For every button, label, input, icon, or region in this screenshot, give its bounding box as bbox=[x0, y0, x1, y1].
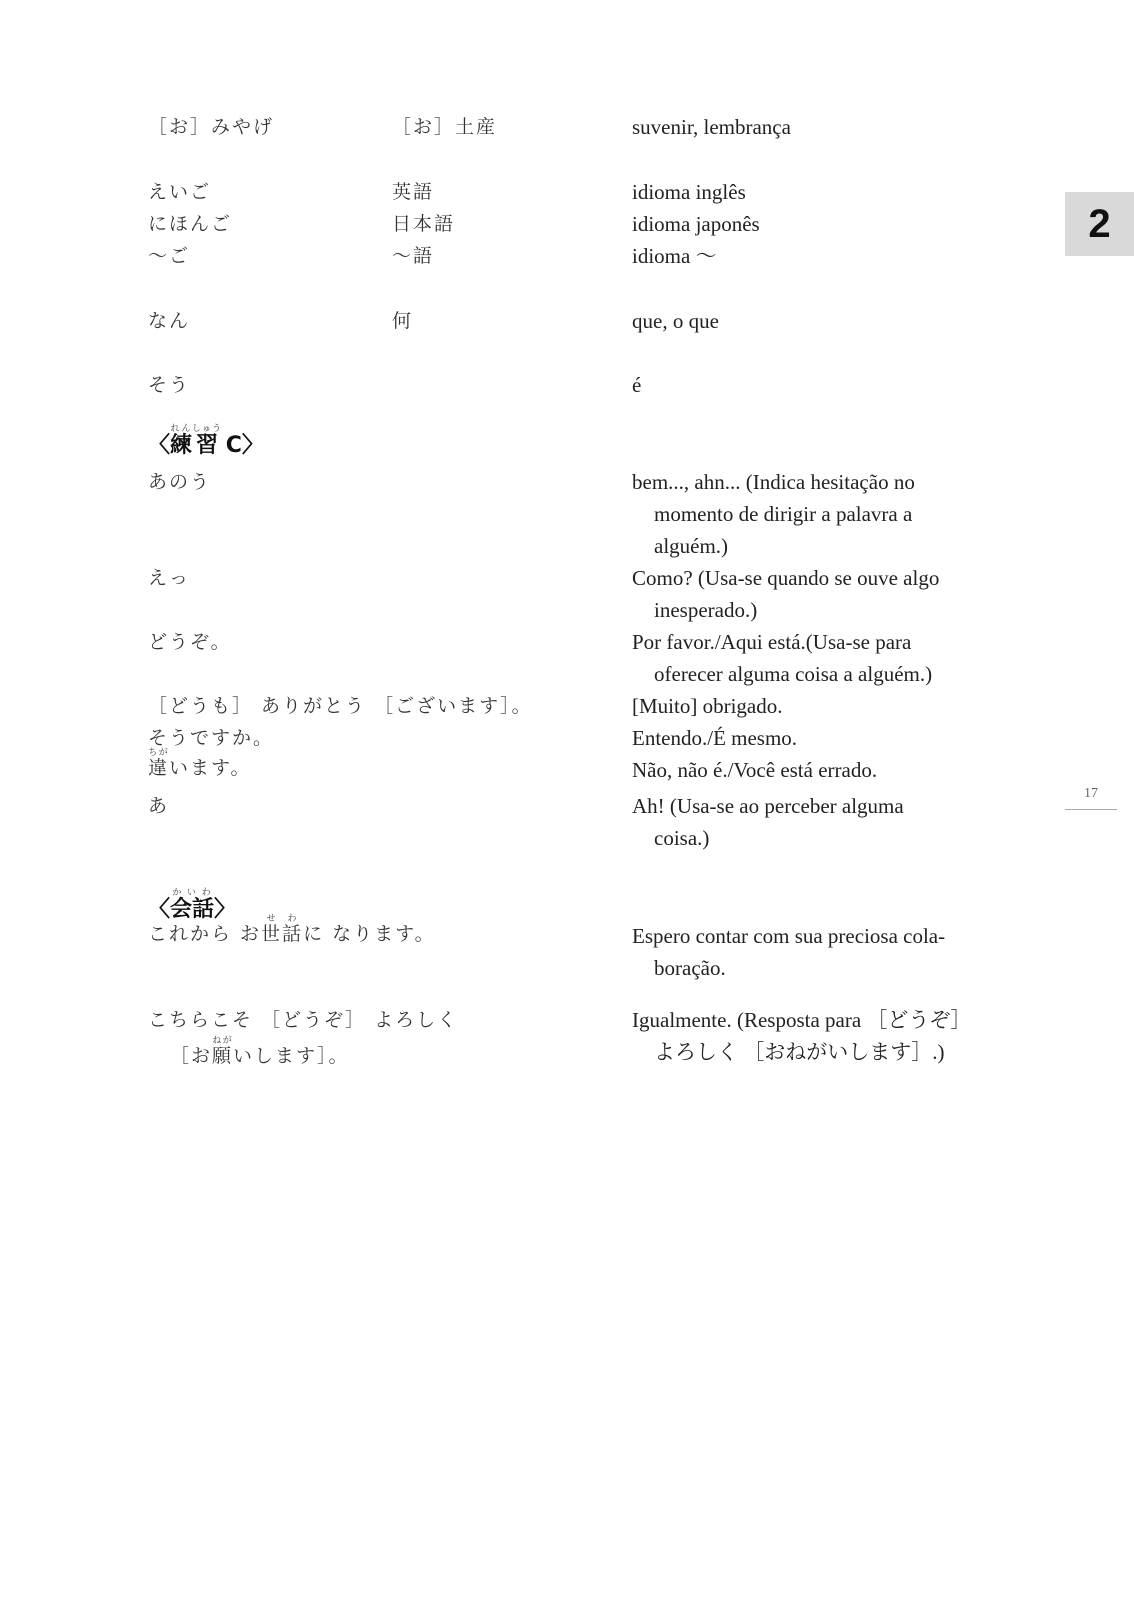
vocab-kanji: ～語 bbox=[392, 245, 435, 267]
conversation-meaning: Igualmente. (Resposta para ［どうぞ］ よろしく ［おねがいします］.) bbox=[632, 1008, 972, 1064]
vocab-meaning: idioma japonês bbox=[632, 212, 760, 236]
vocab-kana: そう bbox=[148, 374, 191, 396]
practice-meaning: Como? (Usa-se quando se ouve algo inesperado.) bbox=[632, 566, 940, 622]
practice-meaning: Não, não é./Você está errado. bbox=[632, 758, 878, 782]
practice-kana: そうですか。 bbox=[148, 727, 275, 749]
practice-kana: 違ちがいます。 bbox=[148, 748, 252, 779]
vocab-kana: にほんご bbox=[148, 213, 233, 235]
vocab-meaning: que, o que bbox=[632, 309, 719, 333]
vocab-kana: えいご bbox=[148, 181, 212, 203]
section-heading-conversation: 〈会話かいわ〉 bbox=[148, 888, 237, 922]
practice-kana: えっ bbox=[148, 567, 191, 589]
vocab-kana: ～ご bbox=[148, 245, 191, 267]
vocab-meaning: idioma ～ bbox=[632, 244, 717, 268]
practice-kana: どうぞ。 bbox=[148, 631, 232, 653]
practice-kana: あ bbox=[148, 795, 170, 817]
page-number-rule bbox=[1065, 809, 1117, 810]
conversation-kana: こちらこそ ［どうぞ］ よろしく ［お願ねがいします］。 bbox=[148, 1009, 459, 1067]
vocab-meaning: é bbox=[632, 373, 642, 397]
vocab-kanji: ［お］土産 bbox=[392, 116, 498, 138]
chapter-tab: 2 bbox=[1065, 192, 1134, 256]
practice-kana: あのう bbox=[148, 471, 212, 493]
vocab-kanji: 何 bbox=[392, 310, 414, 332]
conversation-kana: これから お世話せわに なります。 bbox=[148, 914, 436, 945]
practice-kana: ［どうも］ ありがとう ［ございます］。 bbox=[148, 695, 533, 717]
vocab-kanji: 日本語 bbox=[392, 213, 456, 235]
practice-meaning: [Muito] obrigado. bbox=[632, 694, 783, 718]
practice-meaning: bem..., ahn... (Indica hesitação no momento de dirigir a palavra a alguém.) bbox=[632, 470, 915, 558]
page-number: 17 bbox=[1084, 786, 1098, 801]
vocab-meaning: suvenir, lembrança bbox=[632, 115, 791, 139]
vocab-kana: なん bbox=[148, 310, 191, 332]
practice-meaning: Por favor./Aqui está.(Usa-se para oferecer alguma coisa a alguém.) bbox=[632, 630, 933, 686]
section-heading-practice-c: 〈練れん習しゅう C〉 bbox=[148, 424, 264, 458]
vocab-meaning: idioma inglês bbox=[632, 180, 746, 204]
vocab-kanji: 英語 bbox=[392, 181, 435, 203]
practice-meaning: Ah! (Usa-se ao perceber alguma coisa.) bbox=[632, 794, 904, 850]
vocab-kana: ［お］みやげ bbox=[148, 116, 275, 138]
practice-meaning: Entendo./É mesmo. bbox=[632, 726, 798, 750]
conversation-meaning: Espero contar com sua preciosa cola- boração. bbox=[632, 924, 946, 980]
